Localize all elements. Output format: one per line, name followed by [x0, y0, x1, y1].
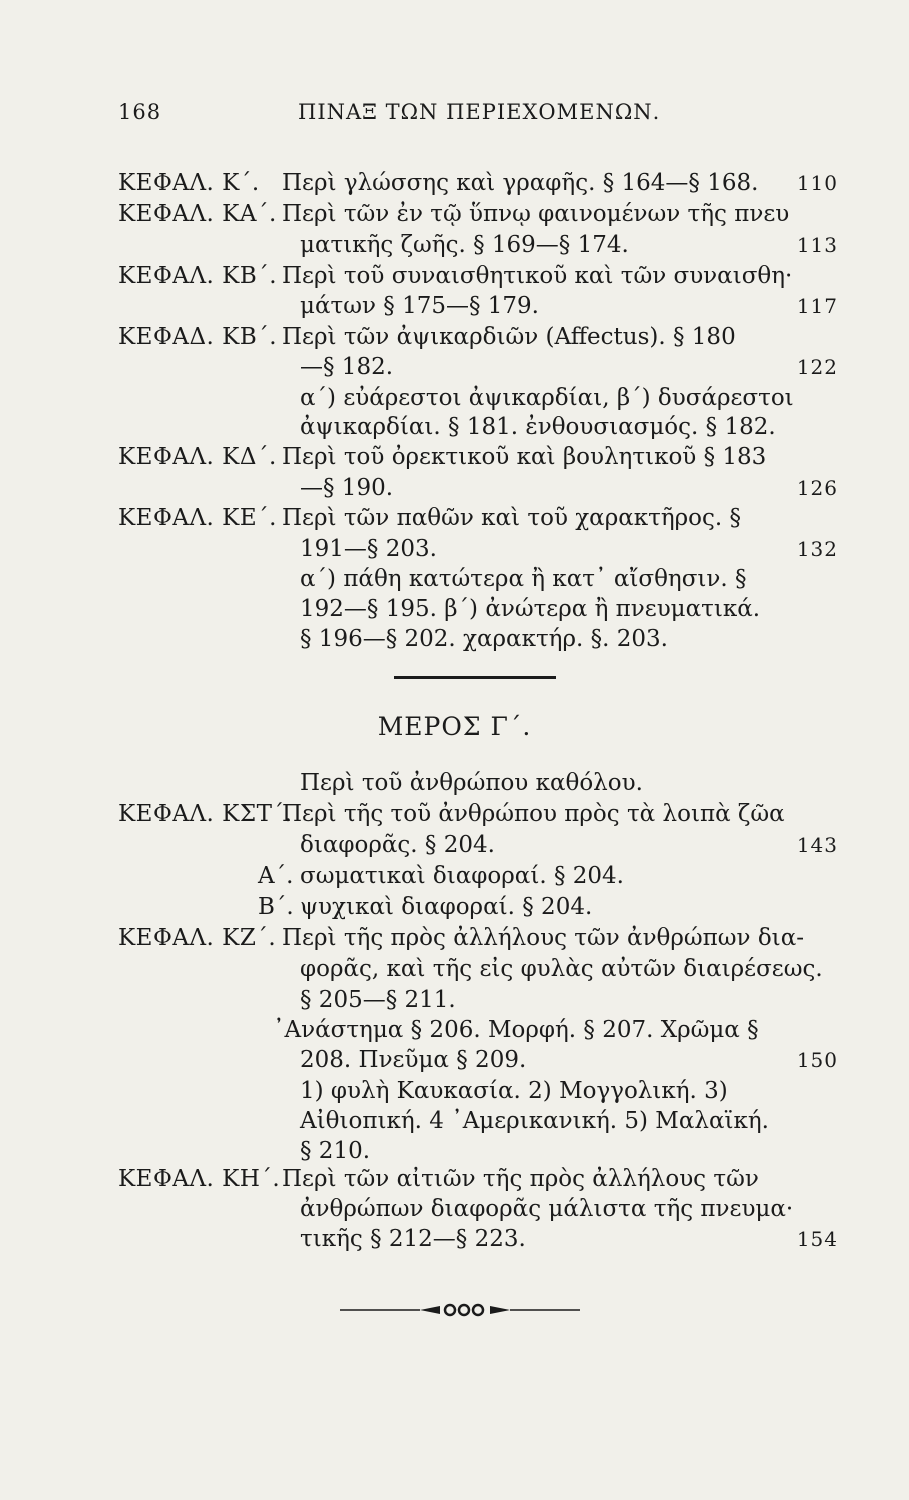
toc-line: [118, 890, 838, 924]
continuation-text: § 210.: [300, 1138, 371, 1164]
page-ref: 154: [796, 1227, 838, 1251]
chapter-title: Περὶ τοῦ ὀρεκτικοῦ καὶ βουλητικοῦ § 183: [282, 444, 767, 470]
continuation-text: ἀνθρώπων διαφορᾶς μάλιστα τῆς πνευμα·: [300, 1196, 794, 1222]
continuation-text: Περὶ τοῦ ἀνθρώπου καθόλου.: [300, 770, 643, 796]
toc-line: [118, 166, 838, 200]
toc-line: [118, 766, 838, 800]
chapter-label: ΚΕΦΑΛ. Κ΄.: [118, 170, 260, 196]
toc-line: [118, 197, 838, 231]
continuation-text: μάτων § 175—§ 179.: [300, 293, 539, 319]
toc-line: [118, 259, 838, 293]
continuation-text: 1) φυλὴ Καυκασία. 2) Μογγολική. 3): [300, 1078, 728, 1104]
toc-line: [118, 228, 838, 262]
section-divider: [394, 676, 556, 679]
continuation-text: Αἰθιοπική. 4 ᾽Αμερικανική. 5) Μαλαϊκή.: [300, 1108, 769, 1134]
toc-line: [118, 859, 838, 893]
toc-line: [118, 1222, 838, 1256]
page-ref: 113: [796, 233, 838, 257]
continuation-text: διαφορᾶς. § 204.: [300, 832, 495, 858]
chapter-title: Περὶ τῆς τοῦ ἀνθρώπου πρὸς τὰ λοιπὰ ζῶα: [282, 801, 785, 827]
part-title: ΜΕΡΟΣ Γ΄.: [377, 712, 532, 741]
chapter-label: ΚΕΦΑΛ. ΚΕ΄.: [118, 505, 277, 531]
continuation-text: τικῆς § 212—§ 223.: [300, 1226, 526, 1252]
page-ref: 122: [796, 355, 838, 379]
chapter-label: ΚΕΦΑΛ. ΚΔ΄.: [118, 444, 277, 470]
toc-line: [118, 471, 838, 505]
toc-line: [118, 983, 838, 1017]
chapter-title: Περὶ τῶν αἰτιῶν τῆς πρὸς ἀλλήλους τῶν: [282, 1166, 759, 1192]
toc-line: [118, 828, 838, 862]
page-ref: 126: [796, 476, 838, 500]
toc-line: [118, 1013, 838, 1047]
continuation-text: ματικῆς ζωῆς. § 169—§ 174.: [300, 232, 629, 258]
chapter-label: ΚΕΦΑΛ. ΚΒ΄.: [118, 263, 278, 289]
chapter-title: Περὶ τῆς πρὸς ἀλλήλους τῶν ἀνθρώπων δια-: [282, 925, 805, 951]
continuation-text: ψυχικαὶ διαφοραί. § 204.: [300, 894, 593, 920]
chapter-title: Περὶ τοῦ συναισθητικοῦ καὶ τῶν συναισθη·: [282, 263, 793, 289]
chapter-label: ΚΕΦΑΛ. ΚΑ΄.: [118, 201, 277, 227]
continuation-text: —§ 190.: [300, 475, 394, 501]
continuation-text: —§ 182.: [300, 354, 394, 380]
continuation-text: 191—§ 203.: [300, 536, 437, 562]
page-number: 168: [118, 100, 162, 124]
toc-line: [118, 350, 838, 384]
toc-line: [118, 440, 838, 474]
continuation-text: § 196—§ 202. χαρακτήρ. §. 203.: [300, 626, 668, 652]
subsection-label: Β΄.: [258, 894, 294, 920]
toc-line: [118, 1104, 838, 1138]
chapter-title: Περὶ γλώσσης καὶ γραφῆς. § 164—§ 168.: [282, 170, 759, 196]
toc-line: [118, 1043, 838, 1077]
toc-line: [118, 921, 838, 955]
chapter-label: ΚΕΦΑΛ. ΚΣΤ΄.: [118, 801, 293, 827]
page-ref: 117: [796, 294, 838, 318]
continuation-text: 208. Πνεῦμα § 209.: [300, 1047, 527, 1073]
continuation-text: § 205—§ 211.: [300, 987, 456, 1013]
continuation-text: σωματικαὶ διαφοραί. § 204.: [300, 863, 624, 889]
continuation-text: ἀψικαρδίαι. § 181. ἐνθουσιασμός. § 182.: [300, 414, 776, 440]
page-ref: 143: [796, 833, 838, 857]
continuation-text: φορᾶς, καὶ τῆς εἰς φυλὰς αὐτῶν διαιρέσεως.: [300, 956, 823, 982]
chapter-title: Περὶ τῶν ἐν τῷ ὕπνῳ φαινομένων τῆς πνευ: [282, 201, 790, 227]
toc-line: [118, 622, 838, 656]
page-ref: 132: [796, 537, 838, 561]
toc-line: [118, 562, 838, 596]
running-title: ΠΙΝΑΞ ΤΩΝ ΠΕΡΙΕΧΟΜΕΝΩΝ.: [298, 100, 661, 124]
toc-line: [118, 501, 838, 535]
toc-line: [118, 532, 838, 566]
continuation-text: α΄) πάθη κατώτερα ἢ κατ᾽ αἴσθησιν. §: [300, 566, 747, 592]
toc-line: [118, 1192, 838, 1226]
toc-line: [118, 952, 838, 986]
chapter-title: Περὶ τῶν ἀψικαρδιῶν (Affectus). § 180: [282, 324, 736, 350]
toc-line: [118, 1074, 838, 1108]
subsection-label: Α΄.: [258, 863, 294, 889]
toc-line: [118, 797, 838, 831]
continuation-text: ᾽Ανάστημα § 206. Μορφή. § 207. Χρῶμα §: [273, 1017, 759, 1043]
toc-line: [118, 1162, 838, 1196]
page-header: [118, 100, 838, 140]
chapter-label: ΚΕΦΑΔ. ΚΒ΄.: [118, 324, 278, 350]
continuation-text: 192—§ 195. β΄) ἀνώτερα ἢ πνευματικά.: [300, 596, 761, 622]
page-ref: 150: [796, 1048, 838, 1072]
page-ref: 110: [796, 171, 838, 195]
end-ornament: [340, 1300, 580, 1320]
toc-line: [118, 592, 838, 626]
chapter-label: ΚΕΦΑΛ. ΚΗ΄.: [118, 1166, 281, 1192]
chapter-title: Περὶ τῶν παθῶν καὶ τοῦ χαρακτῆρος. §: [282, 505, 742, 531]
chapter-label: ΚΕΦΑΛ. ΚΖ΄.: [118, 925, 277, 951]
toc-line: [118, 410, 838, 444]
continuation-text: α΄) εὐάρεστοι ἀψικαρδίαι, β΄) δυσάρεστοι: [300, 385, 794, 411]
toc-line: [118, 289, 838, 323]
toc-line: [118, 320, 838, 354]
